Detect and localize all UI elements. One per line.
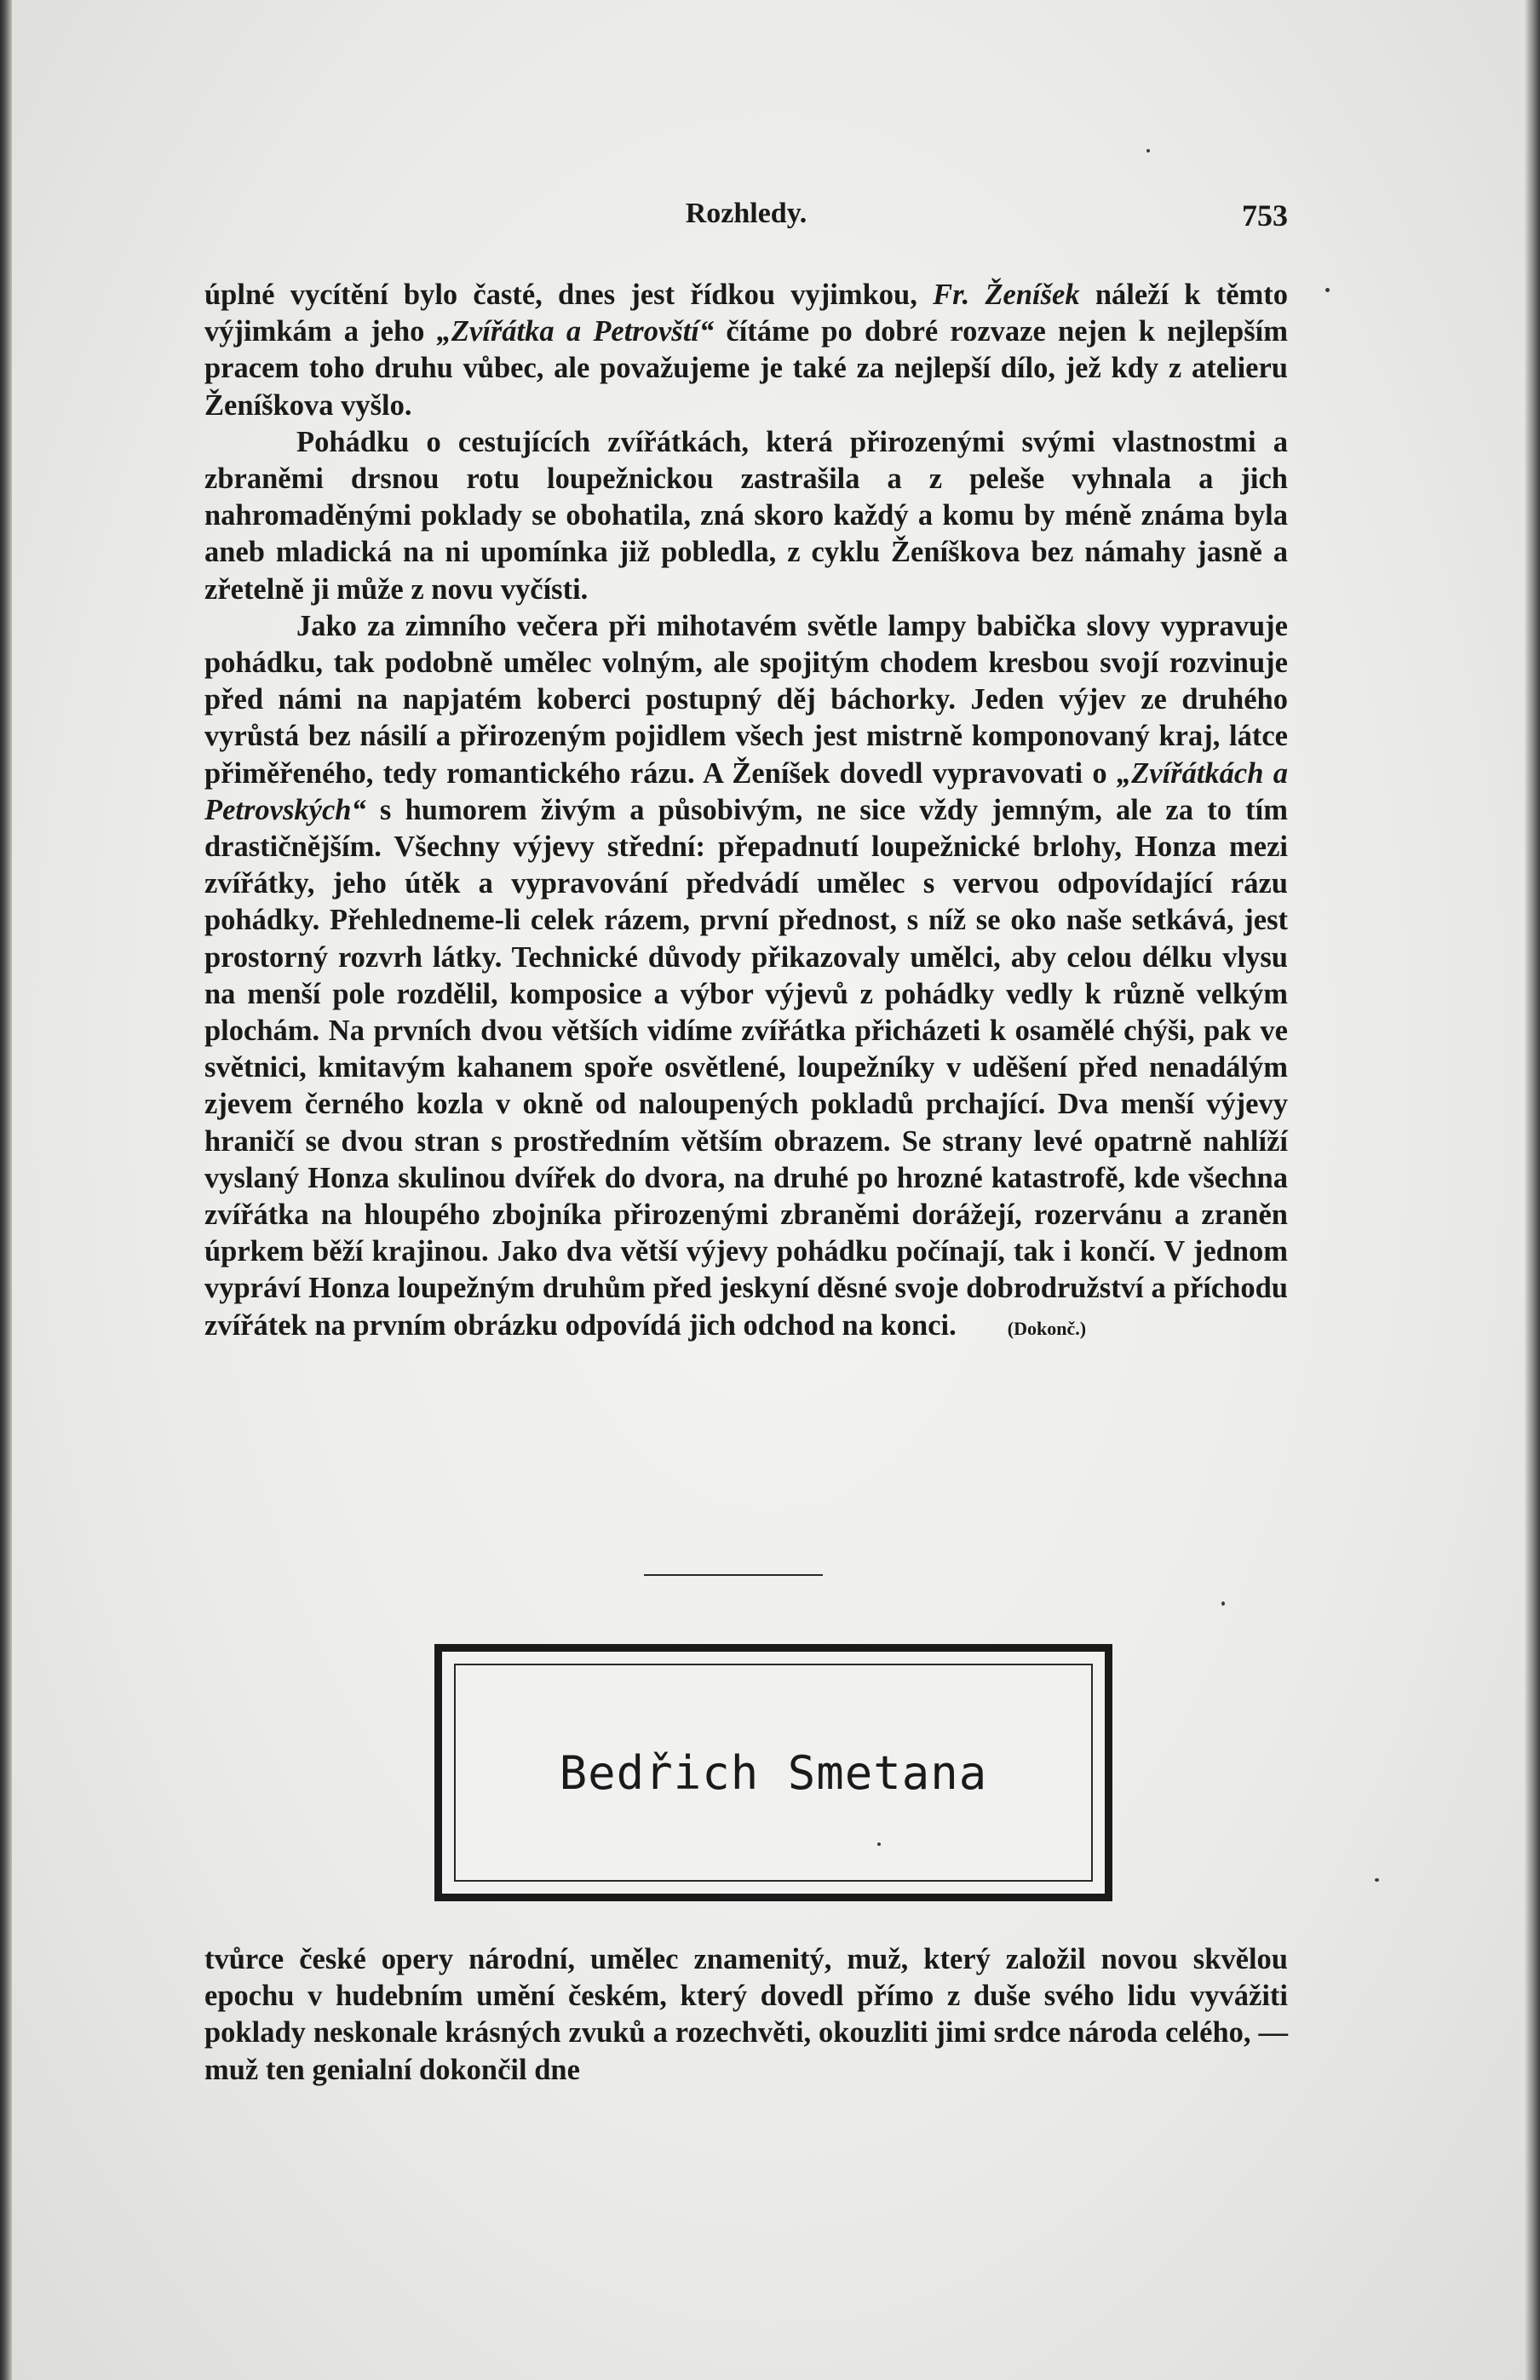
page-left-edge [0,0,12,2380]
page-number: 753 [1242,198,1288,233]
article-text [204,277,1288,1347]
continuation-note: (Dokonč.) [1007,1317,1087,1339]
page-right-edge [1525,0,1540,2380]
work-title: „Zvířátka a Petrovští“ [436,315,715,348]
page-header [204,198,1288,240]
author-name: Fr. Ženíšek [933,279,1080,311]
print-speck [1375,1878,1379,1882]
work-title-2: „Zvířátkách a Petrovských“ [204,756,1288,826]
print-speck [1146,149,1150,152]
memorial-box [434,1644,1112,1901]
obituary-paragraph: tvůrce české opery národní, umělec znamenitý, muž, který založil novou skvělou epochu v hudebním umění českém, který dovedl přímo z duše svého lidu vyvážiti poklady neskonale krásných zvuků a rozechvěti, okouzliti jimi srdce národa celého, — muž ten genialní dokončil dne [204,1943,1288,2086]
print-speck [877,1842,881,1846]
section-divider [644,1574,823,1576]
paragraph-3: Jako za zimního večera při mihotavém světle lampy babička slovy vypravuje pohádku, tak podobně umělec volným, ale spojitým chodem kresbou svojí rozvinuje před námi na napjatém koberci postupný děj báchorky. Jeden výjev ze druhého vyrůstá bez násilí a přirozeným pojidlem všech jest mistrně komponovaný kraj, látce přiměřeného, tedy romantického rázu. A Ženíšek dovedl vypravovati o „Zvířátkách a Petrovských“ s humorem živým a působivým, ne sice vždy jemným, ale za to tím drastičnějším. Všechny výjevy střední: přepadnutí loupežnické brlohy, Honza mezi zvířátky, jeho útěk a vypravování předvádí umělec s vervou odpovídající rázu pohádky. Přehledneme-li celek rázem, první přednost, s níž se oko naše setkává, jest prostorný rozvrh látky. Technické důvody přikazovaly umělci, aby celou délku vlysu na menší pole rozdělil, komposice a výbor výjevů z pohádky vedly k různě velkým plochám. Na prvních dvou větších vidíme zvířátka přicházeti k osamělé chýši, pak ve světnici, kmitavým kahanem spoře osvětlené, loupežníky v uděšení před nenadálým zjevem černého kozla v okně od naloupených pokladů prchající. Dva menší výjevy hraničí se dvou stran s prostředním větším obrazem. Se strany levé opatrně nahlíží vyslaný Honza skulinou dvířek do dvora, na druhé po hrozné katastrofě, kde všechna zvířátka na hloupého zbojníka přirozenými zbraněmi dorážejí, rozervánu a zraněn úprkem běží krajinou. Jako dva větší výjevy pohádku počínají, tak i končí. V jednom vypráví Honza loupežným druhům před jeskyní děsné svoje dobrodružství a příchodu zvířátek na prvním obrázku odpovídá jich odchod na konci. (Dokonč.) [204,609,1288,1342]
obituary-text [204,1941,1288,2089]
print-speck [1221,1601,1225,1606]
paragraph-1: úplné vycítění bylo časté, dnes jest řídkou vyjimkou, Fr. Ženíšek náleží k těmto výjimkám a jeho „Zvířátka a Petrovští“ čítáme po dobré rozvaze nejen k nejlepším pracem toho druhu vůbec, ale považujeme je také za nejlepší dílo, jež kdy z atelieru Ženíškova vyšlo. [204,279,1288,422]
paragraph-2: Pohádku o cestujících zvířátkách, která přirozenými svými vlastnostmi a zbraněmi drsnou rotu loupežnickou zastrašila a z peleše vyhnala a jich nahromaděnými poklady se obohatila, zná skoro každý a komu by méně známa byla aneb mladická na ni upomínka již pobledla, z cyklu Ženíškova bez námahy jasně a zřetelně ji může z novu vyčísti. [204,425,1288,606]
memorial-title: Bedřich Smetana [559,1745,988,1800]
running-head: Rozhledy. [685,198,807,229]
print-speck [1325,288,1330,292]
memorial-box-inner [454,1664,1093,1882]
